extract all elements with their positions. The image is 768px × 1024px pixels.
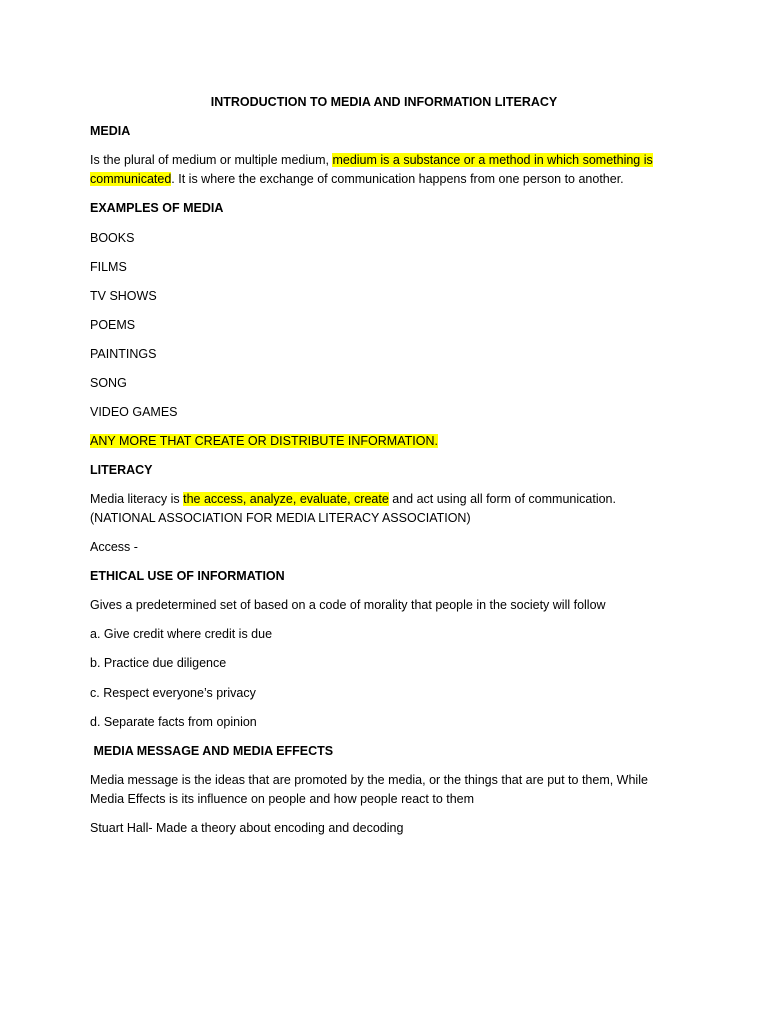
examples-note: ANY MORE THAT CREATE OR DISTRIBUTE INFORMATION. bbox=[90, 434, 438, 448]
page-title: INTRODUCTION TO MEDIA AND INFORMATION LITERACY bbox=[210, 95, 558, 109]
ethical-item: c. Respect everyone’s privacy bbox=[90, 686, 256, 700]
access-line: Access - bbox=[90, 540, 138, 554]
literacy-definition-text-2: and act using all form of communication. bbox=[388, 492, 616, 506]
message-definition-line-2: Media Effects is its influence on people and how people react to them bbox=[90, 792, 475, 806]
media-definition-highlight-2: communicated bbox=[90, 172, 172, 186]
literacy-definition-text: Media literacy is bbox=[90, 492, 184, 506]
media-definition-text: Is the plural of medium or multiple medium, bbox=[90, 153, 333, 167]
literacy-definition-line-2: (NATIONAL ASSOCIATION FOR MEDIA LITERACY ASSOCIATION) bbox=[90, 511, 471, 525]
examples-heading: EXAMPLES OF MEDIA bbox=[90, 201, 224, 215]
media-definition-line-1 bbox=[90, 151, 653, 170]
ethical-item: a. Give credit where credit is due bbox=[90, 627, 273, 641]
examples-note-line bbox=[90, 432, 438, 451]
ethical-heading: ETHICAL USE OF INFORMATION bbox=[90, 569, 285, 583]
example-item: BOOKS bbox=[90, 231, 135, 245]
ethical-item: b. Practice due diligence bbox=[90, 656, 227, 670]
ethical-definition: Gives a predetermined set of based on a code of morality that people in the society will follow bbox=[90, 598, 606, 612]
message-definition-line-1: Media message is the ideas that are promoted by the media, or the things that are put to them, While bbox=[90, 773, 648, 787]
example-item: PAINTINGS bbox=[90, 347, 157, 361]
media-definition-highlight: medium is a substance or a method in which something is bbox=[332, 153, 653, 167]
example-item: POEMS bbox=[90, 318, 136, 332]
example-item: VIDEO GAMES bbox=[90, 405, 178, 419]
literacy-definition-line-1 bbox=[90, 490, 616, 509]
example-item: FILMS bbox=[90, 260, 127, 274]
stuart-hall-line: Stuart Hall- Made a theory about encoding and decoding bbox=[90, 821, 404, 835]
ethical-item: d. Separate facts from opinion bbox=[90, 715, 257, 729]
media-definition-line-2 bbox=[90, 170, 624, 189]
literacy-definition-highlight: the access, analyze, evaluate, create bbox=[183, 492, 389, 506]
media-definition-text-2: . It is where the exchange of communication happens from one person to another. bbox=[171, 172, 624, 186]
example-item: SONG bbox=[90, 376, 127, 390]
example-item: TV SHOWS bbox=[90, 289, 157, 303]
literacy-heading: LITERACY bbox=[90, 463, 153, 477]
message-heading: MEDIA MESSAGE AND MEDIA EFFECTS bbox=[90, 744, 334, 758]
media-heading: MEDIA bbox=[90, 124, 131, 138]
